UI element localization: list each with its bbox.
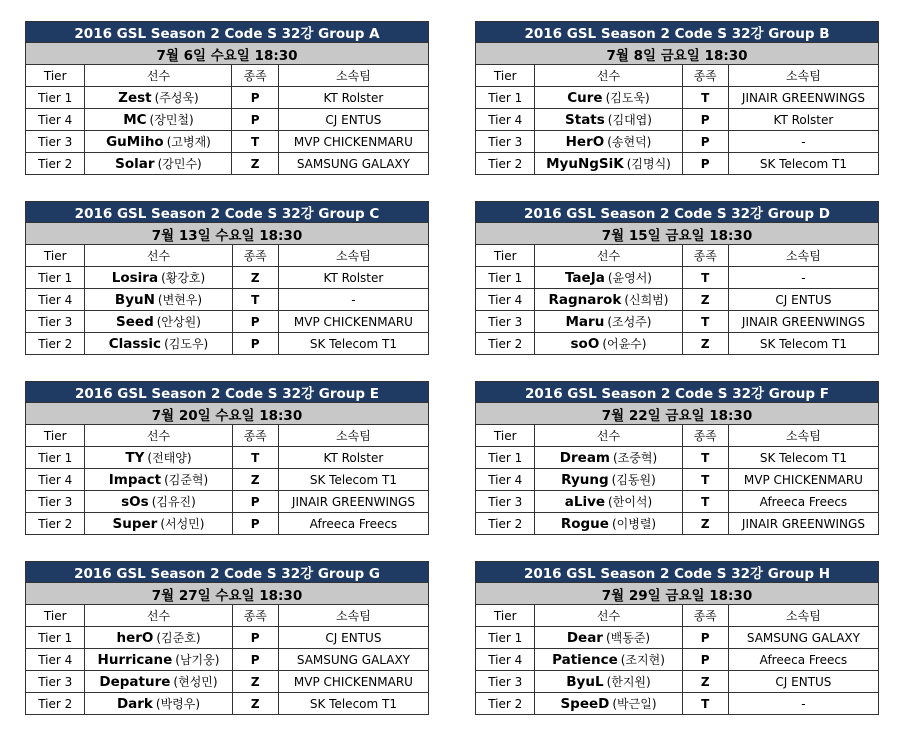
group-title: 2016 GSL Season 2 Code S 32강 Group D [476, 202, 879, 223]
group-title: 2016 GSL Season 2 Code S 32강 Group G [26, 562, 429, 583]
group-h-table [475, 561, 879, 715]
player-cell [535, 491, 682, 513]
player-korean-name: (변현우) [157, 293, 203, 307]
table-row [476, 333, 879, 355]
player-korean-name: (현성민) [173, 675, 218, 689]
player-korean-name: (한지원) [606, 675, 651, 689]
group-title: 2016 GSL Season 2 Code S 32강 Group B [476, 22, 879, 43]
race-cell: Z [682, 289, 728, 311]
group-b-table [475, 21, 879, 175]
player-cell [535, 627, 682, 649]
team-cell: Afreeca Freecs [728, 649, 878, 671]
player-korean-name: (김준호) [156, 631, 201, 645]
race-cell: T [232, 131, 278, 153]
team-cell: SK Telecom T1 [728, 333, 878, 355]
race-cell: T [682, 87, 728, 109]
header-race: 종족 [232, 425, 278, 447]
table-row [26, 447, 429, 469]
player-cell [535, 289, 682, 311]
race-cell: P [682, 649, 728, 671]
header-race: 종족 [682, 245, 728, 267]
player-korean-name: (박령우) [155, 697, 201, 711]
race-cell: T [682, 267, 728, 289]
table-row [476, 491, 879, 513]
tier-cell: Tier 3 [476, 131, 535, 153]
tier-cell: Tier 2 [26, 333, 85, 355]
race-cell: Z [232, 267, 278, 289]
tier-cell: Tier 1 [26, 87, 85, 109]
player-cell [535, 131, 682, 153]
race-cell: T [682, 469, 728, 491]
player-korean-name: (서성민) [160, 517, 205, 531]
header-tier: Tier [476, 245, 535, 267]
tier-cell: Tier 2 [476, 333, 535, 355]
header-player: 선수 [85, 245, 232, 267]
player-korean-name: (김명식) [626, 157, 671, 171]
player-cell [535, 109, 682, 131]
player-name: Solar [115, 156, 155, 172]
tier-cell: Tier 4 [26, 289, 85, 311]
table-row [476, 447, 879, 469]
header-tier: Tier [26, 425, 85, 447]
race-cell: Z [682, 513, 728, 535]
tier-cell: Tier 3 [476, 311, 535, 333]
player-name: Cure [567, 90, 603, 106]
team-cell: SK Telecom T1 [728, 153, 878, 175]
player-name: ByuL [566, 674, 604, 690]
player-korean-name: (김도우) [164, 337, 209, 351]
player-name: Impact [108, 472, 162, 488]
header-player: 선수 [85, 605, 232, 627]
header-tier: Tier [476, 65, 535, 87]
player-cell [535, 447, 682, 469]
player-korean-name: (한이석) [608, 495, 653, 509]
team-cell: KT Rolster [278, 267, 428, 289]
team-cell: MVP CHICKENMARU [278, 131, 428, 153]
player-cell [85, 513, 232, 535]
player-korean-name: (윤영서) [607, 271, 652, 285]
race-cell: P [682, 153, 728, 175]
player-name: Hurricane [97, 652, 173, 668]
table-row [26, 513, 429, 535]
player-korean-name: (김대엽) [607, 113, 652, 127]
header-tier: Tier [26, 245, 85, 267]
team-cell: KT Rolster [278, 87, 428, 109]
table-row [476, 289, 879, 311]
header-team: 소속팀 [278, 425, 428, 447]
team-cell: CJ ENTUS [728, 671, 878, 693]
race-cell: T [682, 693, 728, 715]
team-cell: JINAIR GREENWINGS [728, 311, 878, 333]
tier-cell: Tier 1 [476, 87, 535, 109]
table-row [476, 87, 879, 109]
table-row [476, 649, 879, 671]
player-name: herO [116, 630, 154, 646]
table-row [26, 87, 429, 109]
team-cell: - [728, 131, 878, 153]
player-name: MyuNgSiK [546, 156, 624, 172]
group-date: 7월 29일 금요일 18:30 [476, 583, 879, 605]
table-row [26, 153, 429, 175]
player-name: sOs [121, 494, 149, 510]
group-date: 7월 22일 금요일 18:30 [476, 403, 879, 425]
player-korean-name: (안상원) [156, 315, 201, 329]
table-row [26, 289, 429, 311]
race-cell: T [232, 289, 278, 311]
player-korean-name: (백동준) [605, 631, 651, 645]
player-cell [85, 87, 232, 109]
player-cell [535, 693, 682, 715]
player-korean-name: (조지현) [620, 653, 665, 667]
table-row [26, 267, 429, 289]
race-cell: Z [682, 333, 728, 355]
group-date: 7월 13일 수요일 18:30 [26, 223, 429, 245]
player-korean-name: (이병렬) [611, 517, 657, 531]
player-cell [85, 627, 232, 649]
race-cell: P [232, 311, 278, 333]
player-korean-name: (박근일) [612, 697, 657, 711]
race-cell: T [682, 491, 728, 513]
header-player: 선수 [535, 245, 682, 267]
tier-cell: Tier 3 [26, 491, 85, 513]
table-row [476, 109, 879, 131]
race-cell: T [682, 447, 728, 469]
player-name: SpeeD [560, 696, 610, 712]
table-row [476, 469, 879, 491]
player-name: GuMiho [106, 134, 164, 150]
header-player: 선수 [535, 425, 682, 447]
player-korean-name: (송현덕) [607, 135, 652, 149]
player-cell [535, 153, 682, 175]
player-name: TaeJa [564, 270, 605, 286]
player-cell [85, 333, 232, 355]
tier-cell: Tier 3 [26, 671, 85, 693]
race-cell: Z [232, 693, 278, 715]
player-name: Dear [566, 630, 603, 646]
race-cell: T [232, 447, 278, 469]
race-cell: Z [232, 469, 278, 491]
group-title: 2016 GSL Season 2 Code S 32강 Group E [26, 382, 429, 403]
race-cell: P [232, 491, 278, 513]
team-cell: SAMSUNG GALAXY [728, 627, 878, 649]
player-name: Patience [552, 652, 618, 668]
tier-cell: Tier 2 [26, 153, 85, 175]
player-korean-name: (강민수) [157, 157, 202, 171]
header-race: 종족 [682, 605, 728, 627]
team-cell: JINAIR GREENWINGS [278, 491, 428, 513]
player-korean-name: (조성주) [607, 315, 652, 329]
team-cell: MVP CHICKENMARU [278, 671, 428, 693]
player-cell [535, 649, 682, 671]
player-cell [85, 649, 232, 671]
table-row [476, 513, 879, 535]
tier-cell: Tier 2 [476, 513, 535, 535]
team-cell: MVP CHICKENMARU [728, 469, 878, 491]
player-cell [535, 87, 682, 109]
player-cell [535, 333, 682, 355]
header-race: 종족 [682, 425, 728, 447]
player-name: Ragnarok [548, 292, 622, 308]
team-cell: CJ ENTUS [728, 289, 878, 311]
tier-cell: Tier 1 [26, 267, 85, 289]
team-cell: SK Telecom T1 [278, 333, 428, 355]
player-cell [85, 693, 232, 715]
player-korean-name: (김준혁) [164, 473, 209, 487]
header-player: 선수 [85, 425, 232, 447]
player-cell [85, 491, 232, 513]
tier-cell: Tier 2 [26, 513, 85, 535]
tier-cell: Tier 3 [26, 311, 85, 333]
team-cell: SK Telecom T1 [278, 693, 428, 715]
group-date: 7월 15일 금요일 18:30 [476, 223, 879, 245]
player-cell [85, 447, 232, 469]
table-row [476, 311, 879, 333]
header-tier: Tier [476, 605, 535, 627]
table-row [26, 109, 429, 131]
header-race: 종족 [232, 245, 278, 267]
group-title: 2016 GSL Season 2 Code S 32강 Group C [26, 202, 429, 223]
group-title: 2016 GSL Season 2 Code S 32강 Group H [476, 562, 879, 583]
header-race: 종족 [682, 65, 728, 87]
player-name: Super [112, 516, 158, 532]
tier-cell: Tier 2 [476, 693, 535, 715]
player-name: Dream [559, 450, 610, 466]
tier-cell: Tier 4 [26, 109, 85, 131]
team-cell: SAMSUNG GALAXY [278, 649, 428, 671]
group-title: 2016 GSL Season 2 Code S 32강 Group F [476, 382, 879, 403]
tier-cell: Tier 3 [26, 131, 85, 153]
tier-cell: Tier 4 [26, 469, 85, 491]
race-cell: P [682, 131, 728, 153]
race-cell: P [682, 627, 728, 649]
group-g-table [25, 561, 429, 715]
group-f-table [475, 381, 879, 535]
player-name: Losira [111, 270, 159, 286]
player-cell [85, 311, 232, 333]
player-cell [85, 289, 232, 311]
header-tier: Tier [476, 425, 535, 447]
group-d-table [475, 201, 879, 355]
player-name: Maru [565, 314, 605, 330]
header-player: 선수 [535, 605, 682, 627]
team-cell: - [728, 693, 878, 715]
group-date: 7월 27일 수요일 18:30 [26, 583, 429, 605]
tier-cell: Tier 4 [476, 649, 535, 671]
team-cell: SK Telecom T1 [728, 447, 878, 469]
race-cell: T [682, 311, 728, 333]
team-cell: MVP CHICKENMARU [278, 311, 428, 333]
tier-cell: Tier 2 [476, 153, 535, 175]
table-row [26, 131, 429, 153]
race-cell: Z [682, 671, 728, 693]
player-korean-name: (남기웅) [175, 653, 220, 667]
header-team: 소속팀 [278, 605, 428, 627]
player-cell [85, 109, 232, 131]
table-row [26, 311, 429, 333]
race-cell: P [232, 513, 278, 535]
player-korean-name: (김유진) [151, 495, 196, 509]
group-c-table [25, 201, 429, 355]
team-cell: Afreeca Freecs [278, 513, 428, 535]
team-cell: CJ ENTUS [278, 109, 428, 131]
group-title: 2016 GSL Season 2 Code S 32강 Group A [26, 22, 429, 43]
player-name: ByuN [114, 292, 155, 308]
tier-cell: Tier 1 [26, 627, 85, 649]
group-a-table [25, 21, 429, 175]
header-team: 소속팀 [728, 605, 878, 627]
player-cell [535, 671, 682, 693]
race-cell: P [232, 109, 278, 131]
header-team: 소속팀 [278, 245, 428, 267]
header-team: 소속팀 [278, 65, 428, 87]
tier-cell: Tier 4 [476, 469, 535, 491]
player-name: Depature [99, 674, 171, 690]
team-cell: KT Rolster [728, 109, 878, 131]
table-row [476, 131, 879, 153]
player-cell [535, 267, 682, 289]
table-row [26, 469, 429, 491]
tier-cell: Tier 3 [476, 491, 535, 513]
group-date: 7월 20일 수요일 18:30 [26, 403, 429, 425]
table-row [476, 693, 879, 715]
tier-cell: Tier 1 [476, 447, 535, 469]
player-cell [535, 311, 682, 333]
player-name: soO [570, 336, 600, 352]
team-cell: JINAIR GREENWINGS [728, 87, 878, 109]
table-row [26, 491, 429, 513]
player-korean-name: (김도욱) [605, 91, 650, 105]
tier-cell: Tier 1 [26, 447, 85, 469]
header-team: 소속팀 [728, 245, 878, 267]
player-cell [85, 671, 232, 693]
player-cell [535, 513, 682, 535]
race-cell: P [232, 649, 278, 671]
table-row [476, 153, 879, 175]
header-race: 종족 [232, 605, 278, 627]
player-name: Rogue [560, 516, 609, 532]
race-cell: Z [232, 153, 278, 175]
table-row [476, 267, 879, 289]
player-korean-name: (고병재) [166, 135, 211, 149]
table-row [26, 649, 429, 671]
race-cell: P [232, 627, 278, 649]
header-player: 선수 [85, 65, 232, 87]
player-korean-name: (어윤수) [602, 337, 647, 351]
player-name: Classic [108, 336, 162, 352]
player-cell [85, 153, 232, 175]
header-race: 종족 [232, 65, 278, 87]
player-cell [85, 131, 232, 153]
player-name: MC [123, 112, 147, 128]
team-cell: JINAIR GREENWINGS [728, 513, 878, 535]
player-korean-name: (신희범) [624, 293, 669, 307]
player-name: Zest [118, 90, 152, 106]
group-date: 7월 8일 금요일 18:30 [476, 43, 879, 65]
tier-cell: Tier 3 [476, 671, 535, 693]
player-name: Stats [565, 112, 605, 128]
header-tier: Tier [26, 605, 85, 627]
team-cell: KT Rolster [278, 447, 428, 469]
table-row [26, 333, 429, 355]
race-cell: P [232, 333, 278, 355]
tier-cell: Tier 1 [476, 267, 535, 289]
group-e-table [25, 381, 429, 535]
tier-cell: Tier 4 [476, 289, 535, 311]
team-cell: - [728, 267, 878, 289]
header-team: 소속팀 [728, 65, 878, 87]
race-cell: Z [232, 671, 278, 693]
tier-cell: Tier 2 [26, 693, 85, 715]
race-cell: P [682, 109, 728, 131]
player-cell [85, 267, 232, 289]
player-name: TY [125, 450, 145, 466]
player-name: aLive [564, 494, 606, 510]
tier-cell: Tier 4 [26, 649, 85, 671]
tier-cell: Tier 4 [476, 109, 535, 131]
team-cell: Afreeca Freecs [728, 491, 878, 513]
table-row [476, 671, 879, 693]
header-player: 선수 [535, 65, 682, 87]
player-cell [535, 469, 682, 491]
team-cell: - [278, 289, 428, 311]
player-korean-name: (장민철) [149, 113, 194, 127]
header-tier: Tier [26, 65, 85, 87]
player-name: Dark [116, 696, 153, 712]
player-korean-name: (주성욱) [154, 91, 199, 105]
table-row [26, 671, 429, 693]
player-cell [85, 469, 232, 491]
player-korean-name: (김동원) [611, 473, 656, 487]
table-row [26, 627, 429, 649]
group-date: 7월 6일 수요일 18:30 [26, 43, 429, 65]
player-korean-name: (황강호) [161, 271, 206, 285]
player-korean-name: (전태양) [147, 451, 192, 465]
player-name: Seed [116, 314, 154, 330]
player-name: HerO [565, 134, 605, 150]
table-row [476, 627, 879, 649]
player-name: Ryung [561, 472, 609, 488]
tier-cell: Tier 1 [476, 627, 535, 649]
team-cell: SAMSUNG GALAXY [278, 153, 428, 175]
team-cell: SK Telecom T1 [278, 469, 428, 491]
team-cell: CJ ENTUS [278, 627, 428, 649]
table-row [26, 693, 429, 715]
race-cell: P [232, 87, 278, 109]
header-team: 소속팀 [728, 425, 878, 447]
player-korean-name: (조중혁) [613, 451, 658, 465]
